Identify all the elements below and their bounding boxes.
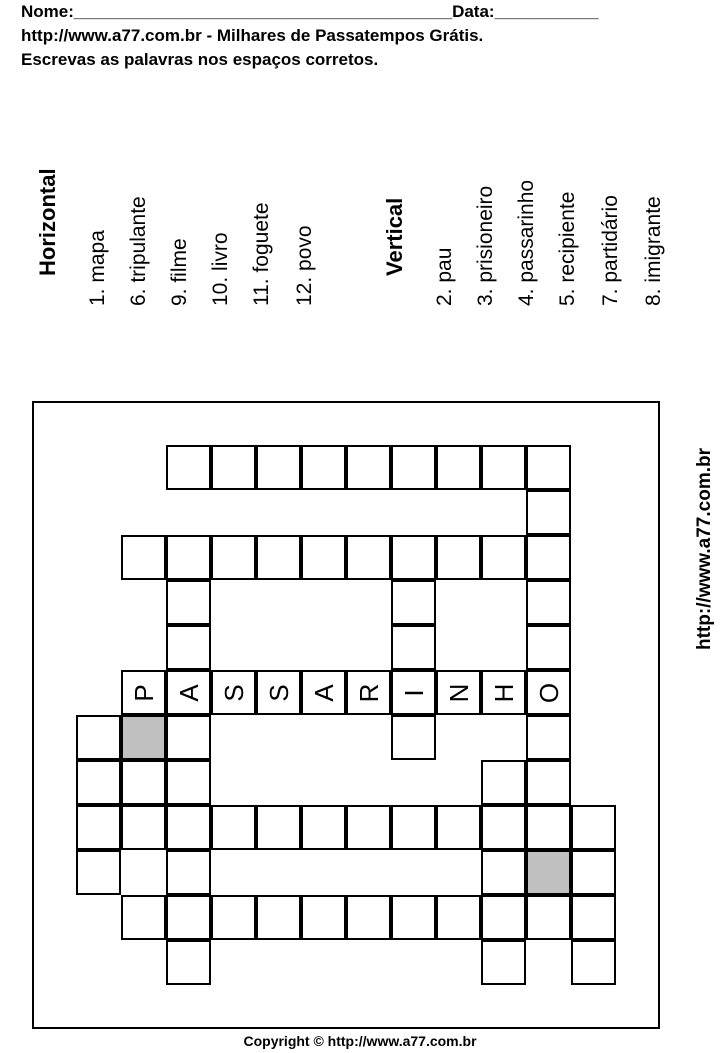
given-letter: P xyxy=(128,683,159,702)
crossword-cell[interactable] xyxy=(526,445,571,490)
vertical-clue: 4. passarinho xyxy=(515,179,538,306)
horizontal-clue: 10. livro xyxy=(209,232,232,306)
crossword-cell[interactable] xyxy=(256,805,301,850)
crossword-cell[interactable] xyxy=(526,805,571,850)
given-letter: H xyxy=(488,683,519,702)
copyright: Copyright © http://www.a77.com.br xyxy=(243,1033,477,1049)
instructions: Escrevas as palavras nos espaços corretos. xyxy=(21,50,379,69)
crossword-cell[interactable] xyxy=(571,805,616,850)
crossword-cell[interactable] xyxy=(166,445,211,490)
crossword-cell[interactable] xyxy=(211,535,256,580)
vertical-clue: 3. prisioneiro xyxy=(474,185,497,306)
vertical-clue: 5. recipiente xyxy=(556,191,579,306)
crossword-cell[interactable] xyxy=(526,535,571,580)
horizontal-clue: 1. mapa xyxy=(86,230,109,306)
crossword-cell[interactable] xyxy=(166,670,211,715)
side-url: http://www.a77.com.br xyxy=(694,448,715,650)
crossword-cell[interactable] xyxy=(481,805,526,850)
crossword-cell[interactable] xyxy=(121,895,166,940)
vertical-title: Vertical xyxy=(382,197,407,276)
crossword-cell[interactable] xyxy=(481,895,526,940)
crossword-cell[interactable] xyxy=(301,535,346,580)
crossword-cell[interactable] xyxy=(526,580,571,625)
crossword-cell[interactable] xyxy=(391,445,436,490)
crossword-cell[interactable] xyxy=(301,895,346,940)
crossword-cell[interactable] xyxy=(391,670,436,715)
crossword-cell[interactable] xyxy=(571,850,616,895)
crossword-cell[interactable] xyxy=(436,805,481,850)
crossword-cell[interactable] xyxy=(301,445,346,490)
crossword-cell[interactable] xyxy=(166,850,211,895)
crossword-cell[interactable] xyxy=(256,445,301,490)
crossword-cell[interactable] xyxy=(76,715,121,760)
crossword-cell[interactable] xyxy=(166,715,211,760)
given-letter: N xyxy=(443,683,474,702)
crossword-cell[interactable] xyxy=(571,940,616,985)
crossword-cell[interactable] xyxy=(76,850,121,895)
crossword-cell[interactable] xyxy=(121,760,166,805)
given-letter: S xyxy=(218,683,249,702)
given-letter: O xyxy=(533,682,564,703)
crossword-cell[interactable] xyxy=(211,670,256,715)
crossword-cell[interactable] xyxy=(301,805,346,850)
crossword-cell[interactable] xyxy=(571,895,616,940)
crossword-cell[interactable] xyxy=(526,490,571,535)
crossword-cell[interactable] xyxy=(76,760,121,805)
given-letter: A xyxy=(173,683,204,702)
crossword-cell[interactable] xyxy=(166,760,211,805)
crossword-cell[interactable] xyxy=(256,895,301,940)
given-letter: S xyxy=(263,683,294,702)
crossword-cell[interactable] xyxy=(481,670,526,715)
crossword-cell[interactable] xyxy=(346,670,391,715)
crossword-cell[interactable] xyxy=(481,445,526,490)
crossword-cell[interactable] xyxy=(391,535,436,580)
crossword-cell[interactable] xyxy=(166,805,211,850)
given-letter: A xyxy=(308,683,339,702)
crossword-cell[interactable] xyxy=(526,850,571,895)
crossword-cell[interactable] xyxy=(211,445,256,490)
crossword-cell[interactable] xyxy=(166,580,211,625)
crossword-cell[interactable] xyxy=(301,670,346,715)
name-date-line: Nome:________________________________________Data:___________ xyxy=(21,2,599,21)
crossword-cell[interactable] xyxy=(526,715,571,760)
crossword-cell[interactable] xyxy=(166,940,211,985)
crossword-cell[interactable] xyxy=(481,535,526,580)
crossword-cell[interactable] xyxy=(391,625,436,670)
crossword-cell[interactable] xyxy=(481,760,526,805)
crossword-cell[interactable] xyxy=(256,535,301,580)
crossword-cell[interactable] xyxy=(526,760,571,805)
crossword-cell[interactable] xyxy=(121,535,166,580)
crossword-cell[interactable] xyxy=(211,895,256,940)
given-letter: I xyxy=(398,688,429,697)
crossword-cell[interactable] xyxy=(211,805,256,850)
crossword-cell[interactable] xyxy=(526,670,571,715)
crossword-cell[interactable] xyxy=(346,805,391,850)
horizontal-clue: 12. povo xyxy=(293,225,316,306)
crossword-cell[interactable] xyxy=(121,805,166,850)
horizontal-clue: 11. foguete xyxy=(250,202,273,306)
crossword-cell[interactable] xyxy=(526,895,571,940)
crossword-cell[interactable] xyxy=(346,445,391,490)
crossword-cell[interactable] xyxy=(166,895,211,940)
site-url-line: http://www.a77.com.br - Milhares de Passatempos Grátis. xyxy=(21,26,484,45)
horizontal-clue: 9. filme xyxy=(168,238,191,306)
crossword-cell[interactable] xyxy=(436,670,481,715)
crossword-cell[interactable] xyxy=(391,805,436,850)
crossword-cell[interactable] xyxy=(346,535,391,580)
crossword-cell[interactable] xyxy=(391,715,436,760)
crossword-cell[interactable] xyxy=(166,625,211,670)
crossword-cell[interactable] xyxy=(76,805,121,850)
crossword-cell[interactable] xyxy=(481,850,526,895)
crossword-cell[interactable] xyxy=(391,895,436,940)
given-letter: R xyxy=(353,683,384,702)
crossword-cell[interactable] xyxy=(526,625,571,670)
crossword-cell[interactable] xyxy=(121,670,166,715)
crossword-cell[interactable] xyxy=(391,580,436,625)
crossword-cell[interactable] xyxy=(436,445,481,490)
crossword-cell[interactable] xyxy=(346,895,391,940)
vertical-clue: 2. pau xyxy=(433,247,456,306)
crossword-cell[interactable] xyxy=(121,715,166,760)
crossword-cell[interactable] xyxy=(256,670,301,715)
horizontal-title: Horizontal xyxy=(35,168,60,276)
vertical-clue: 8. imigrante xyxy=(642,196,665,306)
crossword-cell[interactable] xyxy=(481,940,526,985)
crossword-cell[interactable] xyxy=(166,535,211,580)
crossword-cell[interactable] xyxy=(436,535,481,580)
horizontal-clue: 6. tripulante xyxy=(127,196,150,306)
vertical-clue: 7. partidário xyxy=(599,195,622,306)
crossword-cell[interactable] xyxy=(436,895,481,940)
